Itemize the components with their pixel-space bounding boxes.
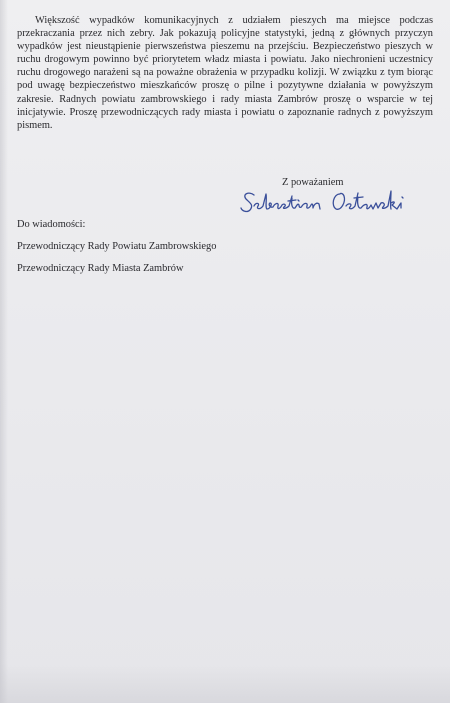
handwritten-signature [240, 184, 430, 220]
cc-recipient: Przewodniczący Rady Miasta Zambrów [17, 263, 184, 274]
cc-heading: Do wiadomości: [17, 219, 86, 230]
letter-body: Większość wypadków komunikacyjnych z udziałem pieszych ma miejsce podczas przekraczania przez nich zebry. Jak pokazują policyjne statystyki, jedną z głównych przyczyn wypadków jest nieustąpienie pierwszeństwa pieszemu na przejściu. Bezpieczeństwo pieszych w ruchu drogowym powinno być priorytetem władz miasta i powiatu. Jako niechronieni uczestnicy ruchu drogowego narażeni są na poważne obrażenia w przypadku kolizji. W związku z tym biorąc pod uwagę bezpieczeństwo mieszkańców proszę o pilne i pozytywne działania w powyższym zakresie. Radnych powiatu zambrowskiego i rady miasta Zambrów proszę o wsparcie w tej inicjatywie. Proszę przewodniczących rady miasta i powiatu o zapoznanie radnych z powyższym pismem. [17, 15, 433, 131]
page-shadow-bottom [0, 663, 450, 703]
closing-salutation: Z poważaniem [282, 177, 344, 188]
page-shadow-left [0, 0, 8, 703]
cc-recipient: Przewodniczący Rady Powiatu Zambrowskiego [17, 241, 217, 252]
